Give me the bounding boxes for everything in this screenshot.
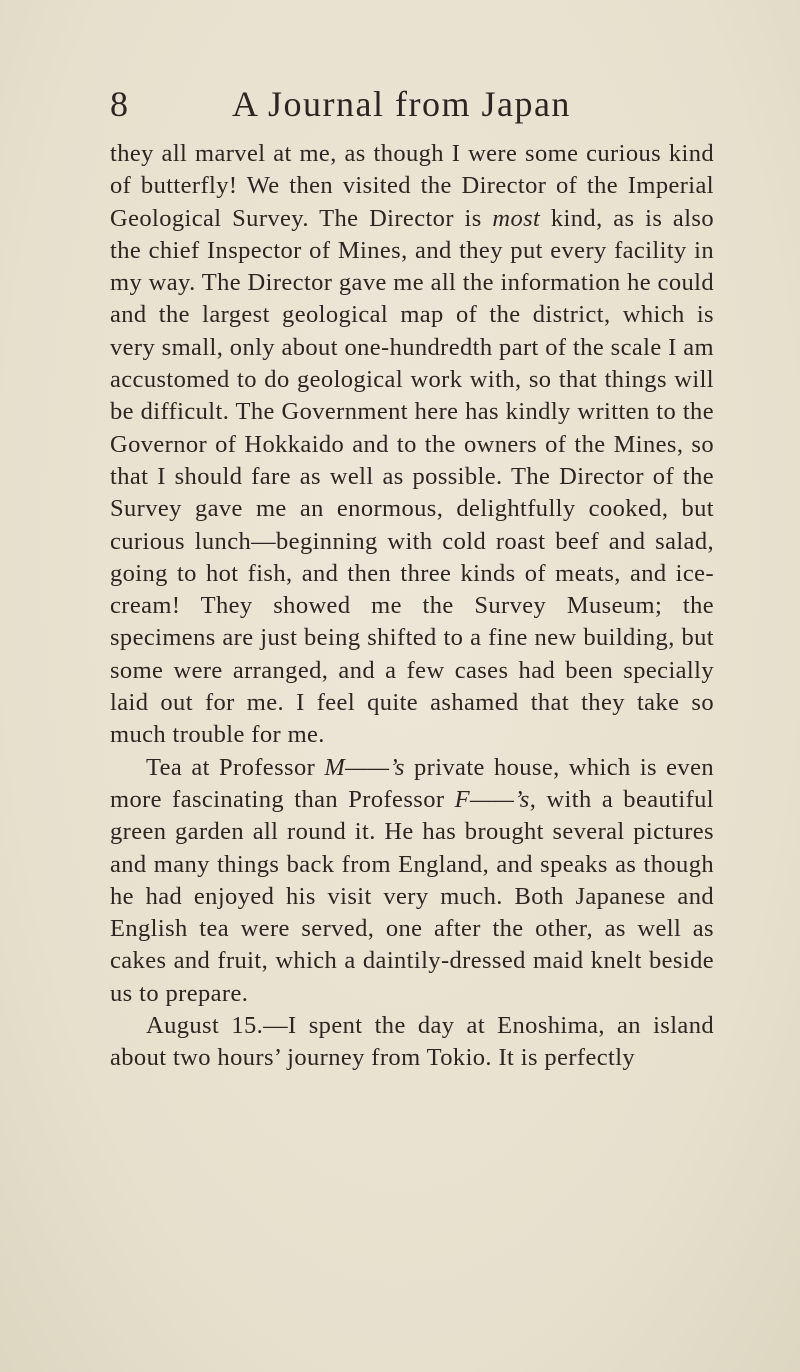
page-header <box>110 82 730 132</box>
body-text <box>110 138 714 1075</box>
text-run: , with a beautiful green garden all round it. He has brought several pictures and many things back from England, and speaks as though he had enjoyed his visit very much. Both Japanese and English tea were served, one after the other, as well as cakes and fruit, which a daintily-dressed maid knelt beside us to prepare. <box>110 785 714 1007</box>
text-run: Tea at Professor <box>146 753 325 781</box>
paragraph <box>110 138 714 752</box>
text-run: kind, as is also the chief Inspector of Mines, and they put every facility in my way. The Director gave me all the information he could and the largest geological map of the district, which is very small, only about one-hundredth part of the scale I am accustomed to do geological work with, so that things will be difficult. The Government here has kindly written to the Governor of Hokkaido and to the owners of the Mines, so that I should fare as well as possible. The Director of the Survey gave me an enormous, delightfully cooked, but curious lunch—beginning with cold roast beef and salad, going to hot fish, and then three kinds of meats, and ice-cream! They showed me the Survey Museum; the specimens are just being shifted to a fine new building, but some were arranged, and a few cases had been specially laid out for me. I feel quite ashamed that they take so much trouble for me. <box>110 204 714 749</box>
running-head: A Journal from Japan <box>232 84 571 124</box>
paragraph <box>110 752 714 1010</box>
name-abbreviation: M——’s <box>324 753 405 781</box>
text-run: August 15.—I spent the day at Enoshima, an island about two hours’ journey from Tokio. It is perfectly <box>110 1012 714 1072</box>
name-abbreviation: F——’s <box>454 785 530 813</box>
page-number: 8 <box>110 84 128 124</box>
text-run: private house, which is even more fascinating than Professor <box>110 753 714 813</box>
text-run: they all marvel at me, as though I were some curious kind of butterfly! We then visited the Director of the Imperial Geological Survey. The Director is <box>110 140 714 232</box>
paragraph <box>110 1010 714 1075</box>
emphasis: most <box>492 204 541 232</box>
